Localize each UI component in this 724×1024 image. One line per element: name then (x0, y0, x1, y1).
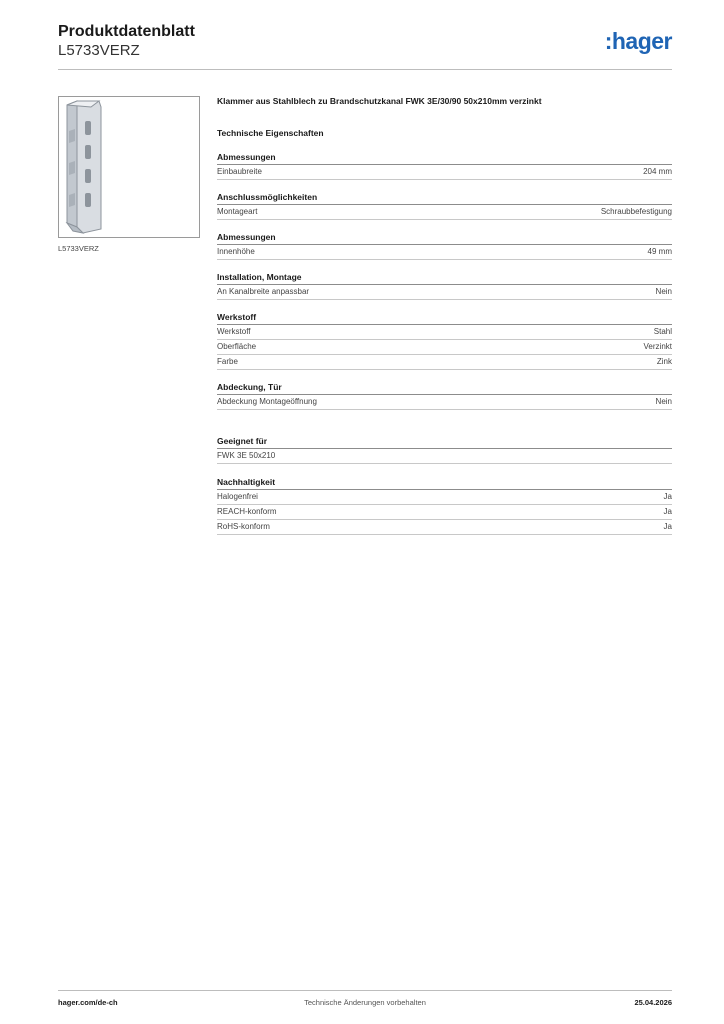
section-dimensions-2 (217, 230, 672, 260)
product-image (58, 96, 200, 238)
section-installation (217, 270, 672, 300)
property-value: Ja (663, 522, 672, 531)
property-row (217, 340, 672, 355)
section-suitable-for (217, 434, 672, 464)
property-label: An Kanalbreite anpassbar (217, 287, 310, 296)
document-header (58, 20, 672, 68)
section-material (217, 310, 672, 370)
property-label: Einbaubreite (217, 167, 262, 176)
header-divider (58, 69, 672, 70)
property-value: Zink (656, 357, 672, 366)
property-label: Abdeckung Montageöffnung (217, 397, 317, 406)
product-code: L5733VERZ (58, 42, 140, 59)
property-label: FWK 3E 50x210 (217, 451, 276, 460)
property-row (217, 245, 672, 260)
property-value: Schraubbefestigung (600, 207, 672, 216)
technical-properties-heading: Technische Eigenschaften (217, 128, 324, 138)
section-heading: Installation, Montage (217, 270, 672, 285)
image-caption: L5733VERZ (58, 244, 99, 253)
property-row (217, 205, 672, 220)
property-row (217, 490, 672, 505)
website-link[interactable]: hager.com/de-ch (58, 998, 118, 1007)
property-row (217, 505, 672, 520)
property-label: Werkstoff (217, 327, 251, 336)
property-label: REACH-konform (217, 507, 277, 516)
section-heading: Anschlussmöglichkeiten (217, 190, 672, 205)
property-row (217, 325, 672, 340)
property-value: Ja (663, 507, 672, 516)
section-connection (217, 190, 672, 220)
property-label: Innenhöhe (217, 247, 255, 256)
section-heading: Werkstoff (217, 310, 672, 325)
property-value: 49 mm (647, 247, 672, 256)
footer-date: 25.04.2026 (634, 998, 672, 1007)
section-cover-door (217, 380, 672, 410)
property-value: Stahl (653, 327, 672, 336)
property-row (217, 395, 672, 410)
document-title: Produktdatenblatt (58, 23, 195, 40)
section-heading: Abmessungen (217, 230, 672, 245)
property-row (217, 285, 672, 300)
property-row (217, 355, 672, 370)
property-label: Farbe (217, 357, 238, 366)
property-row (217, 449, 672, 464)
product-details (217, 94, 672, 535)
property-label: RoHS-konform (217, 522, 270, 531)
section-sustainability (217, 475, 672, 535)
property-value: 204 mm (643, 167, 672, 176)
section-dimensions (217, 150, 672, 180)
section-heading: Abdeckung, Tür (217, 380, 672, 395)
property-value: Nein (655, 397, 672, 406)
property-label: Montageart (217, 207, 258, 216)
section-heading: Abmessungen (217, 150, 672, 165)
section-heading: Geeignet für (217, 434, 672, 449)
property-value: Nein (655, 287, 672, 296)
document-footer (58, 998, 672, 1012)
property-row (217, 165, 672, 180)
footer-notice: Technische Änderungen vorbehalten (304, 998, 426, 1007)
property-label: Oberfläche (217, 342, 257, 351)
hager-logo: :hager (604, 28, 672, 54)
property-value: Verzinkt (643, 342, 672, 351)
bracket-illustration (59, 97, 199, 237)
section-heading: Nachhaltigkeit (217, 475, 672, 490)
footer-divider (58, 990, 672, 991)
property-value: Ja (663, 492, 672, 501)
property-row (217, 520, 672, 535)
product-description: Klammer aus Stahlblech zu Brandschutzkanal FWK 3E/30/90 50x210mm verzinkt (217, 96, 542, 106)
property-label: Halogenfrei (217, 492, 258, 501)
